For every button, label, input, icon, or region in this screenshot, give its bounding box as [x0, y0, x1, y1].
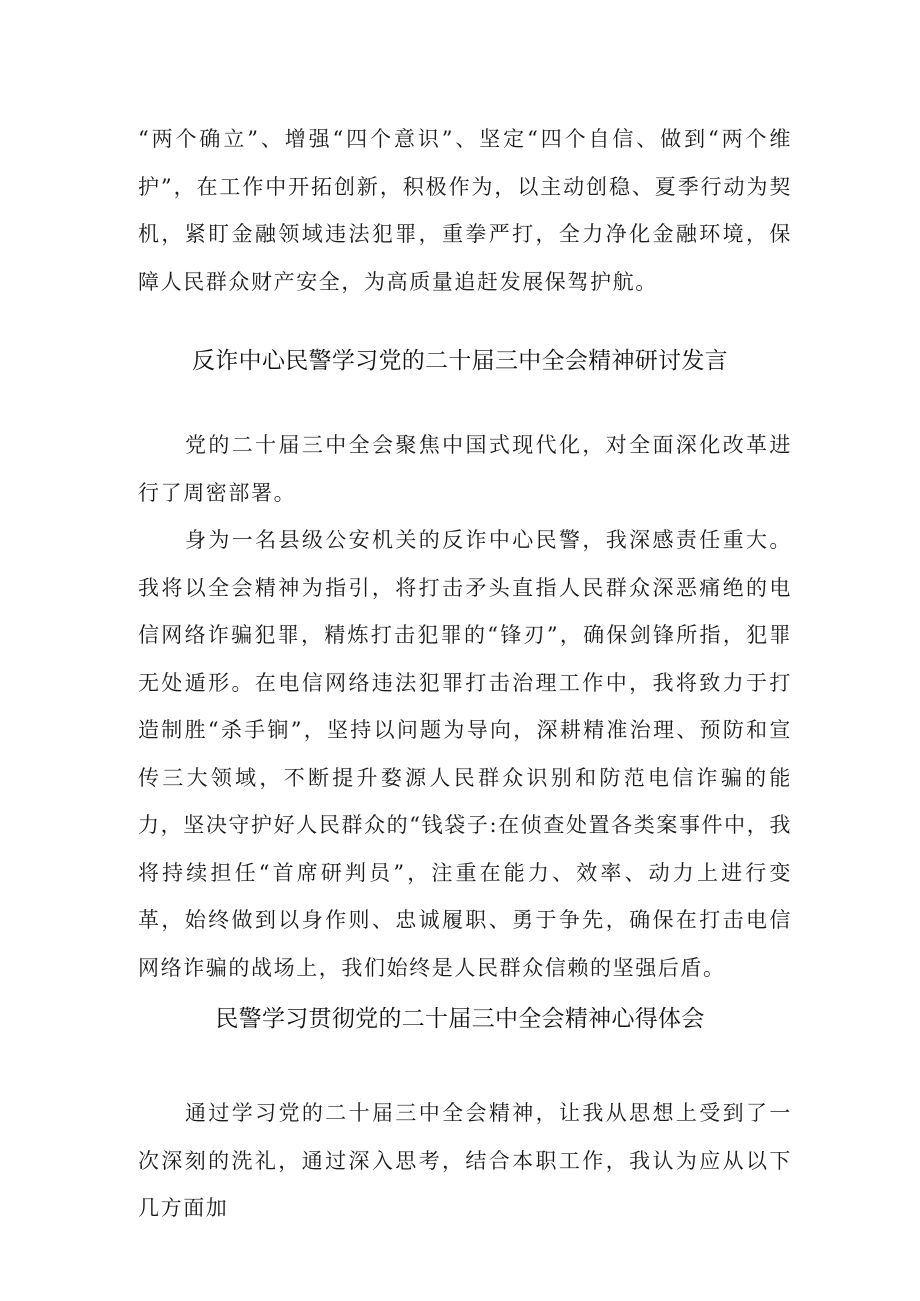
- paragraph-anti-fraud-2: 身为一名县级公安机关的反诈中心民警，我深感责任重大。我将以全会精神为指引，将打击矛头直指人民群众深恶痛绝的电信网络诈骗犯罪，精炼打击犯罪的“锋刃”，确保剑锋所指，犯罪无处遁形。在电信网络违法犯罪打击治理工作中，我将致力于打造制胜“杀手锏”，坚持以问题为导向，深耕精准治理、预防和宣传三大领域，不断提升婺源人民群众识别和防范电信诈骗的能力，坚决守护好人民群众的“钱袋子:在侦查处置各类案事件中，我将持续担任“首席研判员”，注重在能力、效率、动力上进行变革，始终做到以身作则、忠诚履职、勇于争先，确保在打击电信网络诈骗的战场上，我们始终是人民群众信赖的坚强后盾。: [138, 528, 792, 980]
- paragraph-anti-fraud-1: 党的二十届三中全会聚焦中国式现代化，对全面深化改革进行了周密部署。: [138, 433, 792, 505]
- paragraph-intro-continuation: “两个确立”、增强“四个意识”、坚定“四个自信、做到“两个维护”，在工作中开拓创新，积极作为，以主动创稳、夏季行动为契机，紧盯金融领域违法犯罪，重拳严打，全力净化金融环境，保障人民群众财产安全，为高质量追赶发展保驾护航。: [138, 127, 792, 294]
- section-title-anti-fraud: 反诈中心民警学习党的二十届三中全会精神研讨发言: [192, 348, 728, 374]
- paragraph-study-experience-1: 通过学习党的二十届三中全会精神，让我从思想上受到了一次深刻的洗礼，通过深入思考，结合本职工作，我认为应从以下几方面加: [138, 1101, 792, 1220]
- section-title-study-experience: 民警学习贯彻党的二十届三中全会精神心得体会: [215, 1006, 705, 1032]
